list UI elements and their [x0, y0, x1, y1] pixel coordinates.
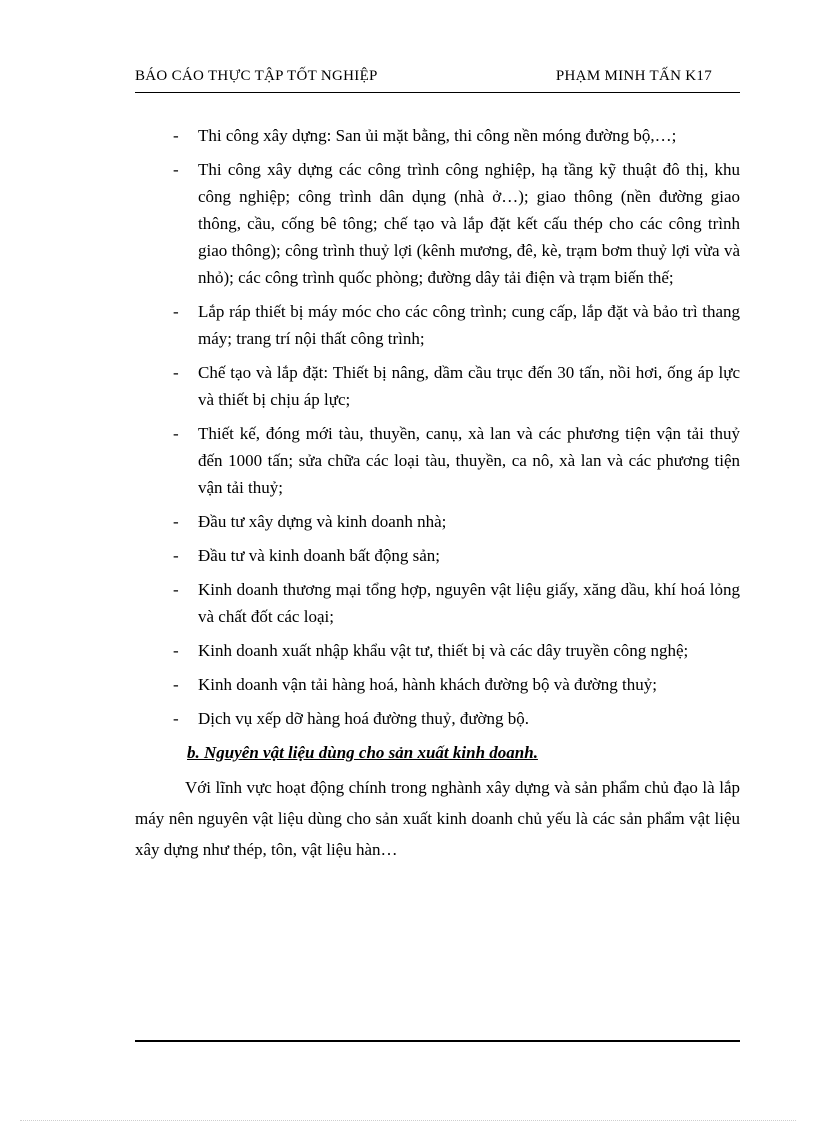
list-item: [135, 542, 740, 569]
list-item-text: Kinh doanh vận tải hàng hoá, hành khách đường bộ và đường thuỷ;: [198, 675, 657, 694]
bullet-dash: -: [173, 363, 179, 382]
list-item: [135, 156, 740, 291]
footer-rule: [135, 1040, 740, 1042]
list-item: [135, 508, 740, 535]
list-item: [135, 637, 740, 664]
list-item-text: Thi công xây dựng các công trình công nghiệp, hạ tầng kỹ thuật đô thị, khu công nghiệp; công trình dân dụng (nhà ở…); giao thông (nền đường giao thông, cầu, cống bê tông; chế tạo và lắp đặt kết cấu thép cho các công trình giao thông); công trình thuỷ lợi (kênh mương, đê, kè, trạm bơm thuỷ lợi vừa và nhỏ); các công trình quốc phòng; đường dây tải điện và trạm biến thế;: [198, 160, 740, 287]
list-item-text: Chế tạo và lắp đặt: Thiết bị nâng, dầm cầu trục đến 30 tấn, nồi hơi, ống áp lực và thiết bị chịu áp lực;: [198, 363, 740, 409]
bullet-dash: -: [173, 580, 179, 599]
bullet-dash: -: [173, 546, 179, 565]
bullet-dash: -: [173, 424, 179, 443]
business-lines-list: [135, 122, 740, 732]
list-item: [135, 359, 740, 413]
header-report-title: BÁO CÁO THỰC TẬP TỐT NGHIỆP: [135, 68, 378, 84]
list-item-text: Lắp ráp thiết bị máy móc cho các công trình; cung cấp, lắp đặt và bảo trì thang máy; trang trí nội thất công trình;: [198, 302, 740, 348]
list-item: [135, 420, 740, 501]
bullet-dash: -: [173, 709, 179, 728]
page-header: [135, 68, 740, 93]
page-edge-divider: [20, 1120, 796, 1121]
bullet-dash: -: [173, 160, 179, 179]
bullet-dash: -: [173, 641, 179, 660]
list-item: [135, 705, 740, 732]
bullet-dash: -: [173, 126, 179, 145]
list-item-text: Kinh doanh xuất nhập khẩu vật tư, thiết bị và các dây truyền công nghệ;: [198, 641, 689, 660]
list-item-text: Dịch vụ xếp dỡ hàng hoá đường thuỷ, đường bộ.: [198, 709, 530, 728]
list-item: [135, 298, 740, 352]
list-item-text: Đầu tư xây dựng và kinh doanh nhà;: [198, 512, 447, 531]
list-item-text: Đầu tư và kinh doanh bất động sản;: [198, 546, 440, 565]
list-item: [135, 576, 740, 630]
body-paragraph: Với lĩnh vực hoạt động chính trong nghành xây dựng và sản phẩm chủ đạo là lắp máy nên nguyên vật liệu dùng cho sản xuất kinh doanh chủ yếu là các sản phẩm vật liệu xây dựng như thép, tôn, vật liệu hàn…: [135, 778, 740, 859]
header-author: PHẠM MINH TẤN K17: [555, 68, 712, 84]
section-heading-materials: b. Nguyên vật liệu dùng cho sản xuất kinh doanh.: [187, 743, 538, 762]
page-body: [135, 122, 740, 865]
list-item: [135, 122, 740, 149]
bullet-dash: -: [173, 302, 179, 321]
list-item-text: Thi công xây dựng: San ủi mặt bằng, thi công nền móng đường bộ,…;: [198, 126, 677, 145]
list-item-text: Thiết kế, đóng mới tàu, thuyền, canụ, xà lan và các phương tiện vận tải thuỷ đến 1000 tấn; sửa chữa các loại tàu, thuyền, ca nô, xà lan và các phương tiện vận tải thuỷ;: [198, 424, 740, 497]
bullet-dash: -: [173, 512, 179, 531]
list-item-text: Kinh doanh thương mại tổng hợp, nguyên vật liệu giấy, xăng dầu, khí hoá lỏng và chất đốt các loại;: [198, 580, 740, 626]
list-item: [135, 671, 740, 698]
bullet-dash: -: [173, 675, 179, 694]
